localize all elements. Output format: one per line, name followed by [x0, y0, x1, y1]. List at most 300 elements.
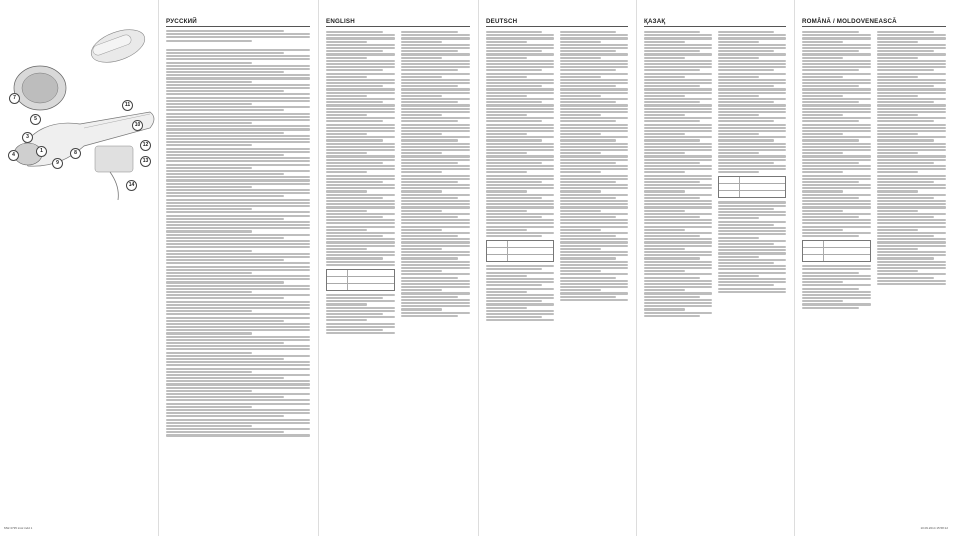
text-line-placeholder	[560, 273, 628, 275]
text-line-placeholder	[326, 44, 395, 46]
text-line-placeholder	[166, 377, 284, 379]
text-line-placeholder	[877, 133, 918, 135]
text-line-placeholder	[166, 227, 310, 229]
text-line-placeholder	[486, 57, 527, 59]
text-line-placeholder	[166, 431, 284, 433]
text-line-placeholder	[802, 34, 871, 36]
text-line-placeholder	[166, 119, 310, 121]
text-line-placeholder	[401, 98, 470, 100]
text-line-placeholder	[166, 374, 310, 376]
text-line-placeholder	[560, 76, 601, 78]
text-line-placeholder	[486, 98, 554, 100]
text-line-placeholder	[644, 251, 712, 253]
text-line-placeholder	[718, 168, 786, 170]
text-line-placeholder	[644, 178, 712, 180]
text-line-placeholder	[644, 175, 712, 177]
text-line-placeholder	[560, 53, 628, 55]
text-line-placeholder	[486, 53, 554, 55]
text-line-placeholder	[401, 312, 470, 314]
text-line-placeholder	[877, 203, 946, 205]
text-line-placeholder	[802, 222, 871, 224]
text-line-placeholder	[802, 85, 859, 87]
text-line-placeholder	[644, 104, 712, 106]
text-line-placeholder	[644, 95, 685, 97]
text-line-placeholder	[326, 98, 395, 100]
text-line-placeholder	[802, 104, 871, 106]
text-line-placeholder	[877, 44, 946, 46]
text-line-placeholder	[166, 352, 252, 354]
text-line-placeholder	[644, 57, 685, 59]
text-line-placeholder	[802, 203, 871, 205]
text-line-placeholder	[644, 130, 712, 132]
text-line-placeholder	[718, 44, 786, 46]
text-line-placeholder	[326, 181, 383, 183]
text-line-placeholder	[802, 79, 871, 81]
text-line-placeholder	[166, 183, 310, 185]
text-line-placeholder	[560, 241, 628, 243]
text-line-placeholder	[718, 139, 774, 141]
text-line-placeholder	[166, 125, 310, 127]
text-line-placeholder	[166, 364, 310, 366]
text-line-placeholder	[718, 275, 759, 277]
text-line-placeholder	[326, 206, 395, 208]
text-line-placeholder	[877, 273, 946, 275]
text-line-placeholder	[401, 190, 442, 192]
text-line-placeholder	[644, 82, 712, 84]
text-line-placeholder	[560, 178, 628, 180]
text-line-placeholder	[486, 297, 554, 299]
text-line-placeholder	[560, 229, 601, 231]
text-line-placeholder	[401, 270, 442, 272]
text-line-placeholder	[877, 254, 946, 256]
text-line-placeholder	[802, 108, 871, 110]
text-line-placeholder	[166, 253, 310, 255]
text-line-placeholder	[802, 143, 871, 145]
text-line-placeholder	[401, 235, 458, 237]
text-line-placeholder	[401, 175, 470, 177]
text-line-placeholder	[326, 162, 383, 164]
text-line-placeholder	[644, 299, 712, 301]
text-line-placeholder	[166, 332, 252, 334]
text-line-placeholder	[718, 117, 786, 119]
text-line-placeholder	[802, 268, 871, 270]
text-line-placeholder	[166, 415, 284, 417]
text-line-placeholder	[560, 283, 628, 285]
text-line-placeholder	[486, 139, 542, 141]
text-line-placeholder	[877, 235, 934, 237]
text-line-placeholder	[802, 213, 871, 215]
text-line-placeholder	[486, 124, 554, 126]
text-line-placeholder	[644, 222, 712, 224]
text-line-placeholder	[326, 171, 367, 173]
section-title: ҚАЗАҚ	[644, 18, 786, 27]
text-line-placeholder	[486, 34, 554, 36]
text-line-placeholder	[401, 308, 442, 310]
text-line-placeholder	[326, 165, 395, 167]
text-line-placeholder	[802, 44, 871, 46]
text-line-placeholder	[166, 237, 284, 239]
text-line-placeholder	[166, 116, 310, 118]
text-line-placeholder	[166, 84, 310, 86]
text-line-placeholder	[877, 190, 918, 192]
text-line-placeholder	[877, 226, 946, 228]
text-line-placeholder	[802, 165, 871, 167]
text-line-placeholder	[560, 34, 628, 36]
print-slug-right: 10.09.2014 15:58:12	[920, 526, 948, 530]
text-line-placeholder	[326, 303, 367, 305]
text-line-placeholder	[644, 41, 685, 43]
text-line-placeholder	[166, 208, 252, 210]
text-line-placeholder	[802, 155, 871, 157]
text-line-placeholder	[486, 162, 542, 164]
text-line-placeholder	[802, 124, 871, 126]
text-line-placeholder	[401, 264, 470, 266]
column-deutsch	[478, 0, 636, 536]
text-line-placeholder	[718, 227, 786, 229]
text-line-placeholder	[718, 143, 786, 145]
text-line-placeholder	[401, 159, 470, 161]
text-line-placeholder	[802, 149, 871, 151]
column-english	[318, 0, 478, 536]
text-line-placeholder	[560, 57, 601, 59]
text-line-placeholder	[486, 226, 554, 228]
text-line-placeholder	[326, 73, 395, 75]
text-line-placeholder	[877, 264, 946, 266]
text-line-placeholder	[560, 69, 616, 71]
text-line-placeholder	[802, 210, 843, 212]
text-line-placeholder	[166, 55, 310, 57]
text-line-placeholder	[486, 187, 554, 189]
text-line-placeholder	[166, 371, 252, 373]
text-line-placeholder	[718, 37, 786, 39]
text-line-placeholder	[401, 200, 470, 202]
text-line-placeholder	[166, 122, 252, 124]
text-line-placeholder	[326, 53, 395, 55]
text-line-placeholder	[166, 106, 310, 108]
text-line-placeholder	[166, 348, 310, 350]
text-line-placeholder	[877, 200, 946, 202]
text-line-placeholder	[802, 200, 871, 202]
text-line-placeholder	[877, 111, 946, 113]
text-line-placeholder	[802, 178, 871, 180]
text-line-placeholder	[401, 133, 442, 135]
text-line-placeholder	[166, 345, 310, 347]
text-line-placeholder	[166, 135, 310, 137]
callout-label: 14	[126, 180, 137, 191]
text-line-placeholder	[486, 104, 554, 106]
text-line-placeholder	[166, 93, 310, 95]
text-line-placeholder	[166, 387, 310, 389]
text-line-placeholder	[560, 79, 628, 81]
text-line-placeholder	[644, 312, 712, 314]
text-line-placeholder	[718, 291, 786, 293]
text-line-placeholder	[644, 34, 712, 36]
section-title: ENGLISH	[326, 18, 470, 27]
text-line-placeholder	[560, 152, 601, 154]
text-line-placeholder	[718, 101, 774, 103]
text-line-placeholder	[802, 184, 871, 186]
text-line-placeholder	[486, 127, 554, 129]
text-line-placeholder	[718, 69, 774, 71]
text-line-placeholder	[401, 143, 470, 145]
text-line-placeholder	[802, 235, 859, 237]
column-russian-text	[158, 0, 318, 536]
text-line-placeholder	[326, 149, 395, 151]
text-line-placeholder	[401, 155, 470, 157]
text-line-placeholder	[166, 186, 252, 188]
text-line-placeholder	[802, 206, 871, 208]
text-line-placeholder	[644, 296, 700, 298]
text-line-placeholder	[877, 73, 946, 75]
text-line-placeholder	[802, 117, 871, 119]
text-line-placeholder	[877, 114, 918, 116]
text-line-placeholder	[486, 219, 554, 221]
text-line-placeholder	[877, 219, 946, 221]
text-line-placeholder	[560, 124, 628, 126]
text-line-placeholder	[644, 37, 712, 39]
text-line-placeholder	[644, 216, 700, 218]
text-line-placeholder	[326, 190, 367, 192]
text-line-placeholder	[326, 261, 395, 263]
text-line-placeholder	[166, 49, 310, 51]
text-line-placeholder	[326, 63, 395, 65]
text-line-placeholder	[486, 203, 554, 205]
text-line-placeholder	[401, 73, 470, 75]
text-line-placeholder	[718, 146, 786, 148]
text-line-placeholder	[166, 317, 310, 319]
text-line-placeholder	[877, 82, 946, 84]
text-line-placeholder	[718, 224, 774, 226]
text-line-placeholder	[401, 257, 458, 259]
text-line-placeholder	[802, 92, 871, 94]
text-line-placeholder	[486, 76, 527, 78]
text-line-placeholder	[326, 37, 395, 39]
text-line-placeholder	[486, 171, 527, 173]
text-line-placeholder	[718, 155, 786, 157]
text-line-placeholder	[166, 36, 310, 38]
text-line-placeholder	[802, 232, 871, 234]
text-line-placeholder	[560, 111, 628, 113]
text-line-placeholder	[326, 47, 395, 49]
text-line-placeholder	[486, 130, 554, 132]
text-line-placeholder	[326, 184, 395, 186]
text-line-placeholder	[877, 108, 946, 110]
text-line-placeholder	[644, 213, 712, 215]
text-line-placeholder	[326, 108, 395, 110]
text-line-placeholder	[486, 210, 527, 212]
text-line-placeholder	[718, 127, 786, 129]
text-line-placeholder	[644, 162, 700, 164]
text-line-placeholder	[486, 222, 554, 224]
text-line-placeholder	[486, 101, 542, 103]
column-romanian	[794, 0, 954, 536]
text-line-placeholder	[644, 143, 712, 145]
text-line-placeholder	[326, 254, 395, 256]
column-divider	[318, 0, 319, 536]
text-line-placeholder	[877, 213, 946, 215]
text-line-placeholder	[718, 47, 786, 49]
text-line-placeholder	[718, 221, 786, 223]
text-line-placeholder	[877, 31, 934, 33]
text-line-placeholder	[401, 165, 470, 167]
text-line-placeholder	[486, 66, 554, 68]
text-line-placeholder	[401, 136, 470, 138]
text-line-placeholder	[166, 65, 310, 67]
callout-label: 13	[140, 156, 151, 167]
text-line-placeholder	[560, 146, 628, 148]
text-line-placeholder	[560, 127, 628, 129]
text-line-placeholder	[486, 300, 542, 302]
text-line-placeholder	[401, 114, 442, 116]
text-line-placeholder	[644, 101, 700, 103]
text-line-placeholder	[401, 248, 442, 250]
text-line-placeholder	[401, 222, 470, 224]
text-line-placeholder	[877, 37, 946, 39]
text-line-placeholder	[401, 146, 470, 148]
text-line-placeholder	[644, 206, 712, 208]
text-line-placeholder	[166, 141, 310, 143]
text-line-placeholder	[166, 100, 310, 102]
text-line-placeholder	[718, 237, 759, 239]
text-line-placeholder	[401, 292, 470, 294]
text-line-placeholder	[401, 120, 458, 122]
text-line-placeholder	[486, 235, 542, 237]
text-line-placeholder	[401, 50, 458, 52]
text-line-placeholder	[401, 127, 470, 129]
text-line-placeholder	[326, 313, 383, 315]
text-line-placeholder	[326, 245, 395, 247]
text-line-placeholder	[166, 103, 252, 105]
text-line-placeholder	[802, 307, 859, 309]
text-line-placeholder	[718, 66, 786, 68]
text-line-placeholder	[326, 69, 383, 71]
text-line-placeholder	[560, 60, 628, 62]
text-line-placeholder	[560, 31, 616, 33]
text-line-placeholder	[166, 383, 310, 385]
text-line-placeholder	[718, 73, 786, 75]
text-line-placeholder	[718, 288, 786, 290]
text-line-placeholder	[877, 194, 946, 196]
text-line-placeholder	[877, 152, 918, 154]
text-line-placeholder	[166, 221, 310, 223]
text-line-placeholder	[326, 117, 395, 119]
text-line-placeholder	[326, 248, 367, 250]
text-line-placeholder	[326, 136, 395, 138]
text-line-placeholder	[802, 291, 871, 293]
text-line-placeholder	[644, 248, 685, 250]
text-line-placeholder	[326, 297, 383, 299]
text-line-placeholder	[877, 171, 918, 173]
text-line-placeholder	[486, 265, 554, 267]
text-line-placeholder	[802, 187, 871, 189]
text-line-placeholder	[486, 229, 527, 231]
text-line-placeholder	[644, 133, 685, 135]
text-line-placeholder	[486, 149, 554, 151]
text-line-placeholder	[877, 178, 946, 180]
text-line-placeholder	[166, 285, 310, 287]
text-line-placeholder	[486, 184, 554, 186]
text-line-placeholder	[802, 303, 871, 305]
text-line-placeholder	[326, 130, 395, 132]
text-line-placeholder	[560, 92, 628, 94]
text-line-placeholder	[802, 133, 843, 135]
steamer-illustration	[0, 0, 158, 200]
text-line-placeholder	[401, 238, 470, 240]
text-line-placeholder	[401, 101, 458, 103]
text-line-placeholder	[401, 108, 470, 110]
text-line-placeholder	[326, 143, 395, 145]
text-line-placeholder	[877, 104, 946, 106]
text-line-placeholder	[401, 47, 470, 49]
text-line-placeholder	[401, 232, 470, 234]
text-line-placeholder	[877, 229, 918, 231]
text-line-placeholder	[326, 88, 395, 90]
text-line-placeholder	[486, 313, 554, 315]
text-line-placeholder	[166, 199, 310, 201]
text-line-placeholder	[644, 302, 712, 304]
text-line-placeholder	[802, 219, 871, 221]
text-line-placeholder	[802, 101, 859, 103]
text-line-placeholder	[802, 162, 859, 164]
text-line-placeholder	[718, 79, 786, 81]
text-line-placeholder	[644, 98, 712, 100]
text-line-placeholder	[401, 216, 458, 218]
text-line-placeholder	[401, 53, 470, 55]
text-line-placeholder	[877, 155, 946, 157]
text-line-placeholder	[166, 160, 310, 162]
text-line-placeholder	[718, 214, 786, 216]
text-line-placeholder	[644, 50, 700, 52]
text-line-placeholder	[802, 127, 871, 129]
text-line-placeholder	[401, 85, 458, 87]
column-divider	[636, 0, 637, 536]
text-line-placeholder	[486, 316, 542, 318]
text-line-placeholder	[486, 88, 554, 90]
text-line-placeholder	[166, 336, 310, 338]
text-line-placeholder	[802, 281, 843, 283]
text-line-placeholder	[718, 259, 786, 261]
text-line-placeholder	[401, 299, 470, 301]
text-line-placeholder	[802, 63, 871, 65]
text-line-placeholder	[326, 307, 395, 309]
text-line-placeholder	[802, 53, 871, 55]
text-line-placeholder	[560, 184, 628, 186]
text-line-placeholder	[166, 173, 284, 175]
text-line-placeholder	[166, 74, 310, 76]
text-line-placeholder	[802, 190, 843, 192]
text-line-placeholder	[166, 205, 310, 207]
text-line-placeholder	[802, 197, 859, 199]
text-line-placeholder	[718, 243, 774, 245]
text-line-placeholder	[486, 146, 554, 148]
text-line-placeholder	[326, 226, 395, 228]
text-line-placeholder	[166, 259, 284, 261]
text-line-placeholder	[166, 393, 310, 395]
text-line-placeholder	[326, 294, 395, 296]
text-line-placeholder	[560, 168, 628, 170]
text-line-placeholder	[486, 37, 554, 39]
text-line-placeholder	[560, 194, 628, 196]
text-line-placeholder	[718, 111, 786, 113]
text-line-placeholder	[560, 203, 628, 205]
text-line-placeholder	[166, 157, 310, 159]
text-line-placeholder	[877, 222, 946, 224]
text-line-placeholder	[877, 76, 918, 78]
text-line-placeholder	[802, 288, 859, 290]
text-line-placeholder	[560, 222, 628, 224]
text-line-placeholder	[802, 265, 871, 267]
text-line-placeholder	[718, 284, 774, 286]
